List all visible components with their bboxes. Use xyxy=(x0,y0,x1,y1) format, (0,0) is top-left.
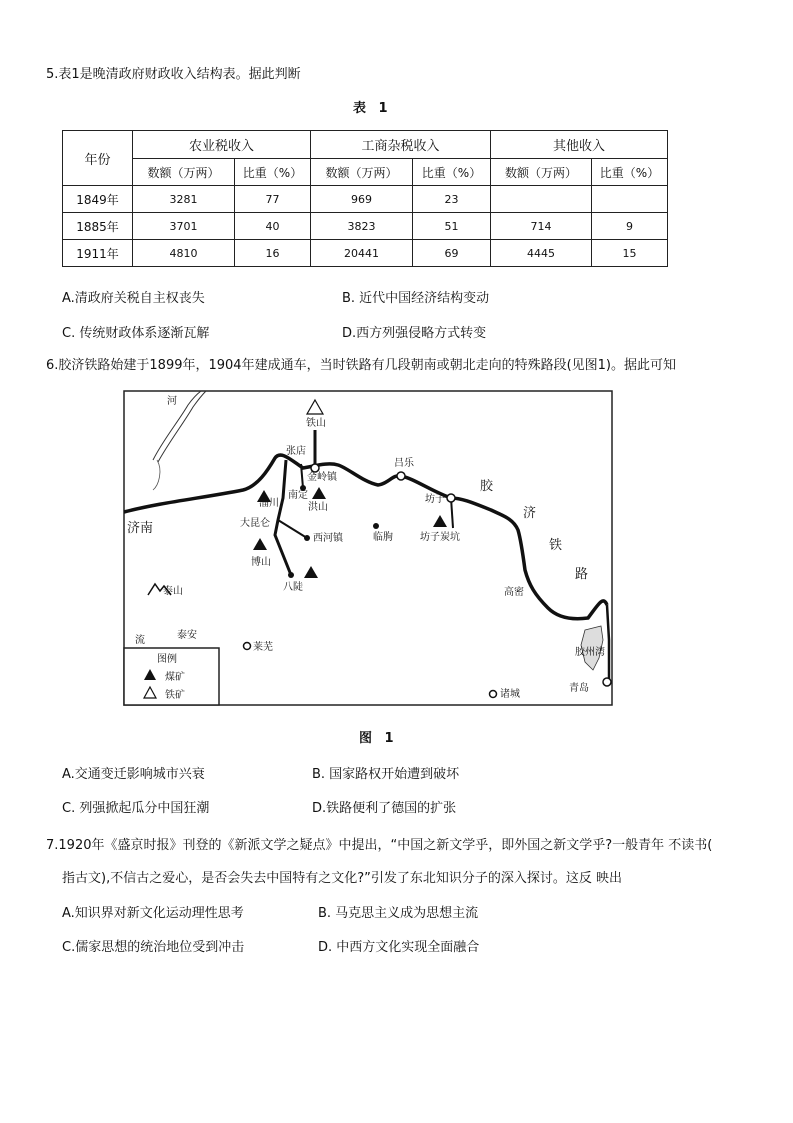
q5-option-a[interactable]: A.清政府关税自主权丧失 xyxy=(62,291,205,306)
place-label: 坊子 xyxy=(425,494,445,505)
cell: 9 xyxy=(592,213,668,240)
q6-option-d[interactable]: D.铁路便利了德国的扩张 xyxy=(312,801,457,816)
cell: 69 xyxy=(413,240,491,267)
row-year: 1849年 xyxy=(63,186,133,213)
town-marker xyxy=(288,572,294,578)
place-label: 流 xyxy=(135,635,145,646)
row-year: 1911年 xyxy=(63,240,133,267)
cell: 23 xyxy=(413,186,491,213)
group-header-commerce: 工商杂税收入 xyxy=(311,131,491,159)
railway-map xyxy=(123,390,613,706)
legend-coal-label: 煤矿 xyxy=(165,672,185,683)
q6-option-a[interactable]: A.交通变迁影响城市兴衰 xyxy=(62,767,205,782)
q5-stem: 5.表1是晚清政府财政收入结构表。据此判断 xyxy=(46,67,301,82)
place-label: 铁山 xyxy=(306,418,326,429)
q6-stem: 6.胶济铁路始建于1899年，1904年建成通车，当时铁路有几段朝南或朝北走向的特殊路段(见图1)。据此可知 xyxy=(46,358,676,373)
town-marker xyxy=(373,523,379,529)
cell: 969 xyxy=(311,186,413,213)
place-label: 临朐 xyxy=(373,532,393,543)
cell: 714 xyxy=(491,213,592,240)
place-label: 张店 xyxy=(286,446,306,457)
railway-label: 济 xyxy=(523,506,537,521)
row-year: 1885年 xyxy=(63,213,133,240)
year-header: 年份 xyxy=(63,131,133,186)
cell: 3701 xyxy=(133,213,235,240)
cell: 3281 xyxy=(133,186,235,213)
q6-option-b[interactable]: B. 国家路权开始遭到破坏 xyxy=(312,767,460,782)
railway-label: 铁 xyxy=(549,538,563,553)
q7-stem-line1: 7.1920年《盛京时报》刊登的《新派文学之疑点》中提出，“中国之新文学乎，即外国之新文学乎?一般青年 不读书( xyxy=(46,838,713,853)
subheader: 数额（万两） xyxy=(311,159,413,186)
map-caption: 图 1 xyxy=(359,731,398,746)
q5-option-d[interactable]: D.西方列强侵略方式转变 xyxy=(342,326,487,341)
legend-title: 图例 xyxy=(157,654,177,665)
finance-table xyxy=(62,130,668,267)
place-label: 高密 xyxy=(504,587,524,598)
place-label: 淄川 xyxy=(259,498,279,509)
q7-option-b[interactable]: B. 马克思主义成为思想主流 xyxy=(318,906,479,921)
q7-option-c[interactable]: C.儒家思想的统治地位受到冲击 xyxy=(62,940,245,955)
station-marker xyxy=(447,494,455,502)
place-label: 南定 xyxy=(288,490,308,501)
place-label: 坊子炭坑 xyxy=(420,532,460,543)
place-label: 洪山 xyxy=(308,502,328,513)
cell: 15 xyxy=(592,240,668,267)
group-header-agri: 农业税收入 xyxy=(133,131,311,159)
q7-stem-line2: 指古文),不信古之爱心，是否会失去中国特有之文化?”引发了东北知识分子的深入探讨。这反 映出 xyxy=(62,871,622,886)
cell: 51 xyxy=(413,213,491,240)
cell: 77 xyxy=(235,186,311,213)
place-label: 济南 xyxy=(127,521,154,536)
town-marker xyxy=(244,643,251,650)
table-subheader-row xyxy=(63,159,668,186)
place-label: 大昆仑 xyxy=(240,518,270,529)
legend-iron-label: 铁矿 xyxy=(165,690,185,701)
place-label: 金岭镇 xyxy=(307,472,337,483)
subheader: 比重（%） xyxy=(413,159,491,186)
river-label: 河 xyxy=(167,396,177,407)
cell xyxy=(592,186,668,213)
table-row xyxy=(63,213,668,240)
cell: 3823 xyxy=(311,213,413,240)
place-label: 诸城 xyxy=(500,689,520,700)
subheader: 数额（万两） xyxy=(133,159,235,186)
place-label: 博山 xyxy=(251,557,271,568)
cell: 20441 xyxy=(311,240,413,267)
q5-option-c[interactable]: C. 传统财政体系逐渐瓦解 xyxy=(62,326,210,341)
group-header-other: 其他收入 xyxy=(491,131,668,159)
railway-label: 胶 xyxy=(480,479,494,494)
cell: 40 xyxy=(235,213,311,240)
cell: 4810 xyxy=(133,240,235,267)
town-marker xyxy=(490,691,497,698)
station-marker xyxy=(397,472,405,480)
subheader: 比重（%） xyxy=(592,159,668,186)
table-row xyxy=(63,186,668,213)
cell: 16 xyxy=(235,240,311,267)
place-label: 泰山 xyxy=(163,586,183,597)
railway-label: 路 xyxy=(575,567,589,582)
place-label: 青岛 xyxy=(569,683,589,694)
place-label: 吕乐 xyxy=(394,458,414,469)
table-caption: 表 1 xyxy=(353,101,392,116)
station-marker xyxy=(311,464,319,472)
cell: 4445 xyxy=(491,240,592,267)
place-label: 西河镇 xyxy=(313,533,343,544)
town-marker xyxy=(304,535,310,541)
subheader: 比重（%） xyxy=(235,159,311,186)
subheader: 数额（万两） xyxy=(491,159,592,186)
q6-option-c[interactable]: C. 列强掀起瓜分中国狂潮 xyxy=(62,801,210,816)
cell xyxy=(491,186,592,213)
qingdao-marker xyxy=(603,678,611,686)
place-label: 八陡 xyxy=(283,582,303,593)
q7-option-d[interactable]: D. 中西方文化实现全面融合 xyxy=(318,940,480,955)
table-header-row xyxy=(63,131,668,159)
q5-option-b[interactable]: B. 近代中国经济结构变动 xyxy=(342,291,490,306)
place-label: 胶州湾 xyxy=(575,647,605,658)
place-label: 泰安 xyxy=(177,630,197,641)
table-row xyxy=(63,240,668,267)
q7-option-a[interactable]: A.知识界对新文化运动理性思考 xyxy=(62,906,244,921)
place-label: 莱芜 xyxy=(253,642,273,653)
